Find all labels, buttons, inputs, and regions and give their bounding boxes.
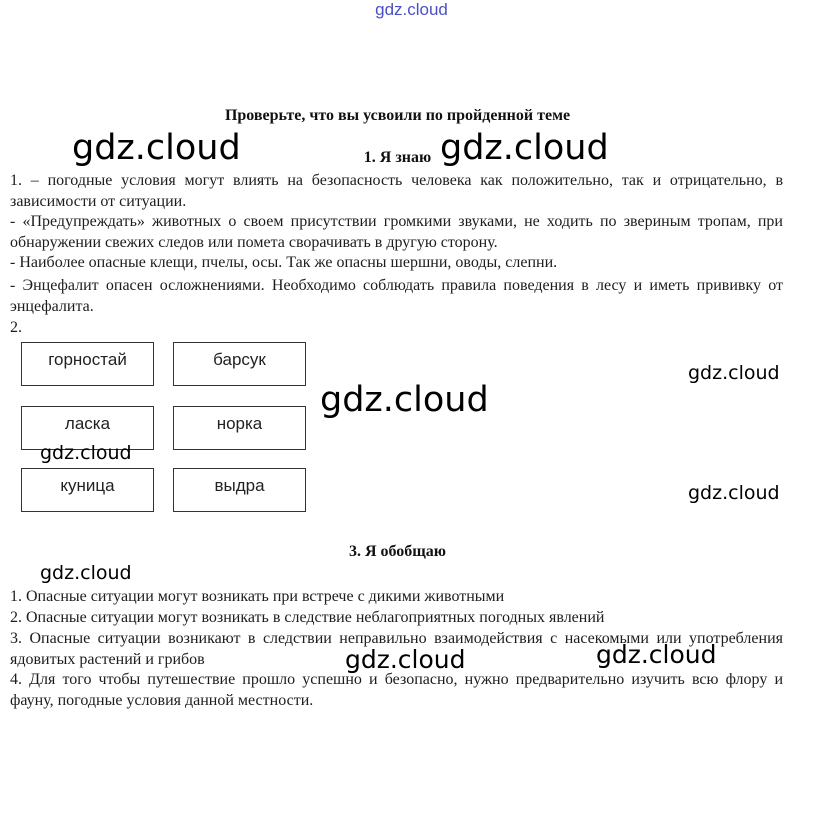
section1-paragraph-3: - Наиболее опасные клещи, пчелы, осы. Так же опасны шершни, оводы, слепни. [10,254,558,271]
section3-paragraph-4: 4. Для того чтобы путешествие прошло успешно и безопасно, нужно предварительно изучить всю флору и фауну, погодные условия данной местности. [10,671,783,709]
animal-box: ласка [21,406,154,450]
watermark: gdz.cloud [440,128,609,168]
section1-paragraph-5: 2. [10,319,22,336]
watermark: gdz.cloud [596,640,717,669]
animal-box: выдра [173,468,306,512]
site-watermark-top: gdz.cloud [375,0,448,19]
watermark: gdz.cloud [40,562,132,584]
section3-paragraph-2: 2. Опасные ситуации могут возникать в следствие неблагоприятных погодных явлений [10,609,605,626]
page-title: Проверьте, что вы усвоили по пройденной теме [224,107,571,124]
section3-paragraph-1: 1. Опасные ситуации могут возникать при встрече с дикими животными [10,588,505,605]
animal-box: куница [21,468,154,512]
section3-paragraph-3: 3. Опасные ситуации возникают в следствии неправильно взаимодействия с насекомыми или употребления ядовитых растений и грибов [10,630,783,668]
section1-paragraph-2: - «Предупреждать» животных о своем присутствии громкими звуками, не ходить по звериным тропам, при обнаружении свежих следов или помета сворачивать в другую сторону. [10,213,783,251]
animal-box: горностай [21,342,154,386]
section1-paragraph-4: - Энцефалит опасен осложнениями. Необходимо соблюдать правила поведения в лесу и иметь прививку от энцефалита. [10,277,783,315]
animal-box: норка [173,406,306,450]
watermark: gdz.cloud [320,380,489,420]
animal-box: барсук [173,342,306,386]
section1-heading: 1. Я знаю [363,149,432,166]
watermark: gdz.cloud [345,645,466,674]
watermark: gdz.cloud [688,482,780,504]
section1-paragraph-1: 1. – погодные условия могут влиять на безопасность человека как положительно, так и отрицательно, в зависимости от ситуации. [10,172,783,210]
section3-heading: 3. Я обобщаю [348,543,447,560]
watermark: gdz.cloud [72,128,241,168]
watermark: gdz.cloud [688,362,780,384]
watermark: gdz.cloud [40,442,132,464]
